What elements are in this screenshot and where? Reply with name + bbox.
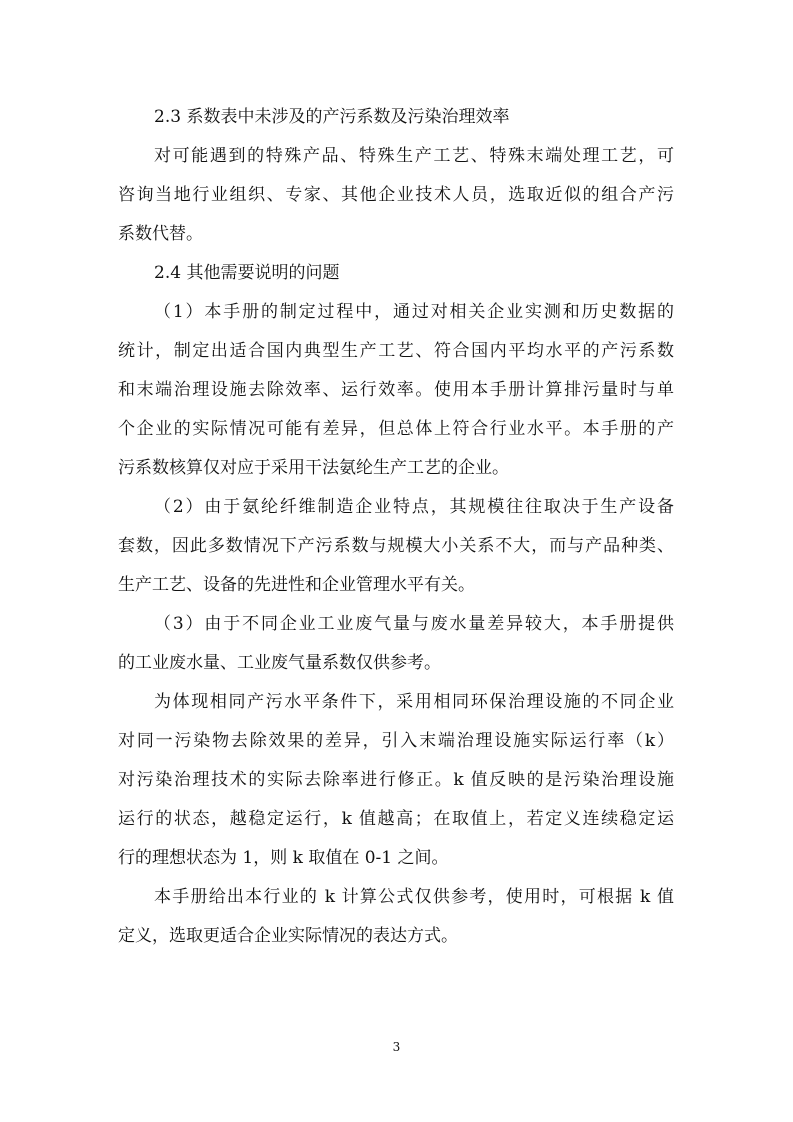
paragraph-line: 行的理想状态为 1，则 k 取值在 0-1 之间。 (118, 848, 449, 868)
section-heading-2-3: 2.3 系数表中未涉及的产污系数及污染治理效率 (154, 107, 510, 127)
paragraph-line: （1）本手册的制定过程中，通过对相关企业实测和历史数据的 (154, 302, 674, 322)
paragraph-line: 为体现相同产污水平条件下，采用相同环保治理设施的不同企业 (154, 692, 674, 712)
paragraph (118, 488, 674, 605)
paragraph-line: 对可能遇到的特殊产品、特殊生产工艺、特殊末端处理工艺，可 (154, 146, 674, 166)
paragraph-line: 生产工艺、设备的先进性和企业管理水平有关。 (118, 575, 475, 595)
paragraph-line: 运行的状态，越稳定运行，k 值越高；在取值上，若定义连续稳定运 (118, 809, 674, 829)
paragraph-line: 的工业废水量、工业废气量系数仅供参考。 (118, 653, 441, 673)
page-number: 3 (392, 1040, 401, 1054)
paragraph-line: 系数代替。 (118, 224, 203, 244)
paragraph-line: 污系数核算仅对应于采用干法氨纶生产工艺的企业。 (118, 458, 509, 478)
paragraph (118, 293, 674, 488)
paragraph-line: 定义，选取更适合企业实际情况的表达方式。 (118, 926, 458, 946)
paragraph-line: 咨询当地行业组织、专家、其他企业技术人员，选取近似的组合产污 (118, 185, 674, 205)
paragraph-line: 对污染治理技术的实际去除率进行修正。k 值反映的是污染治理设施 (118, 770, 674, 790)
document-body (118, 98, 674, 956)
paragraph-line: 对同一污染物去除效果的差异，引入末端治理设施实际运行率（k） (118, 731, 674, 751)
paragraph-line: （3）由于不同企业工业废气量与废水量差异较大，本手册提供 (154, 614, 674, 634)
paragraph (118, 137, 674, 254)
paragraph (118, 605, 674, 683)
paragraph-line: 统计，制定出适合国内典型生产工艺、符合国内平均水平的产污系数 (118, 341, 674, 361)
paragraph-line: （2）由于氨纶纤维制造企业特点，其规模往往取决于生产设备 (154, 497, 674, 517)
paragraph (118, 683, 674, 878)
paragraph (118, 878, 674, 956)
paragraph-line: 和末端治理设施去除效率、运行效率。使用本手册计算排污量时与单 (118, 380, 674, 400)
section-heading-2-4: 2.4 其他需要说明的问题 (154, 263, 340, 283)
paragraph-line: 本手册给出本行业的 k 计算公式仅供参考，使用时，可根据 k 值 (154, 887, 674, 907)
paragraph-line: 套数，因此多数情况下产污系数与规模大小关系不大，而与产品种类、 (118, 536, 674, 556)
paragraph-line: 个企业的实际情况可能有差异，但总体上符合行业水平。本手册的产 (118, 419, 674, 439)
